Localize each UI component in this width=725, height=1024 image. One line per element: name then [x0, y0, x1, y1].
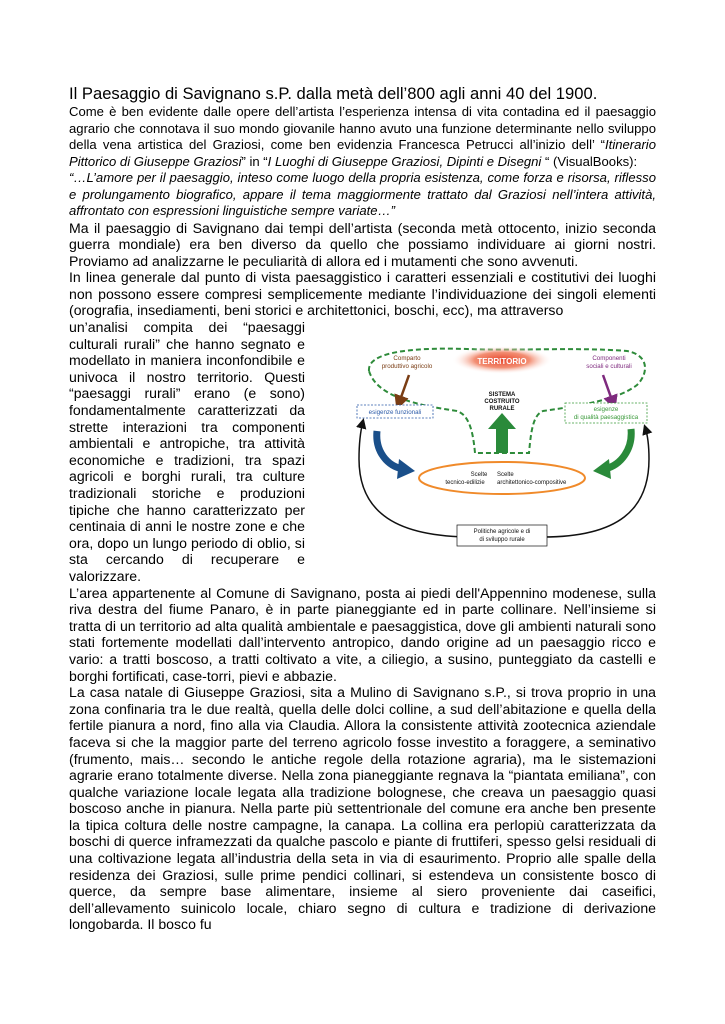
paragraph-savignano-landscape: Ma il paesaggio di Savignano dai tempi dell’artista (seconda metà ottocento, inizio seconda guerra mondiale) era ben diverso da quello che possiamo individuare ai giorni nostri. Proviamo ad analizzarne le peculiarità di allora ed i mutamenti che sono avvenuti.: [69, 219, 656, 269]
center-label-line3: RURALE: [489, 406, 515, 413]
paragraph-savignano-area: L’area appartenente al Comune di Savignano, posta ai piedi dell'Appennino modenese, sulla riva destra del fiume Panaro, è in parte pianeggiante ed in parte collinare. Nell’insieme si tratta di un territorio ad alta qualità ambientale e paesaggistica, dove gli ambienti naturali sono stati fortemente modellati dall’intervento antropico, dando origine ad un paesaggio ricco e vario: a tratti boscoso, a tratti coltivato a vite, a ciliegio, a susino, punteggiato da castelli e borghi fortificati, case-torri, pievi e abbazie.: [69, 584, 656, 684]
ellipse-right-line2: architettonico-compositive: [497, 480, 567, 487]
left-component-line1: Comparto: [393, 355, 421, 363]
rural-system-diagram: [347, 341, 657, 571]
left-box-label: esigenze funzionali: [368, 409, 422, 417]
right-component-line1: Componenti: [592, 355, 626, 363]
book-title-itinerario: Itinerario Pittorico di Giuseppe Graziosi: [69, 137, 656, 169]
right-box-line2: di qualità paesaggistica: [573, 414, 639, 422]
center-label-line2: COSTRUITO: [484, 399, 520, 406]
document-page: [69, 84, 656, 933]
right-component-line2: sociali e culturali: [586, 363, 632, 371]
left-component-arrow: [399, 375, 409, 403]
ellipse-left-line2: tecnico-edilizie: [445, 480, 485, 487]
paragraph-general-view: In linea generale dal punto di vista paesaggistico i caratteri essenziali e costitutivi dei luoghi non possono essere compresi semplicemente mediante l’individuazione dei singoli elementi (orografia, insediamenti, beni storici e architettonici, boschi, ecc), ma attraverso: [69, 269, 656, 319]
intro-connector: ” in “: [241, 153, 268, 169]
paragraph-graziosi-house: La casa natale di Giuseppe Graziosi, sita a Mulino di Savignano s.P., si trova proprio in una zona confinaria tra le due realtà, quella delle dolci colline, a sud dell’abitazione e quella della fertile pianura a nord, fino alla via Claudia. Allora la consistente attività zootecnica aziendale faceva si che la maggior parte del terreno agricolo fosse investito a foraggere, a seminativo (frumento, mais… secondo le antiche regole della rotazione agraria), ma le sistemazioni agrarie erano totalmente diverse. Nella zona pianeggiante regnava la “piantata emiliana”, con qualche variazione locale legata alla tradizione bolognese, che creava un paesaggio quasi boscoso anche in pianura. Nella parte più settentrionale del comune era anche ben presente la tipica coltura delle nostre campagne, la canapa. La collina era perlopiù caratterizzata da boschi di querce inframezzati da qualche pascolo e piante di fruttiferi, spesso gelsi residuali di una coltivazione legata all’industria della seta in via di esaurimento. Proprio alle spalle della residenza dei Graziosi, sulle prime pendici collinari, si estendeva un consistente bosco di querce, da sempre base alimentare, insieme al siero proveniente dai caseifici, dell’allevamento suinicolo locale, chiaro segno di cultura e tradizione di derivazione longobarda. Il bosco fu: [69, 684, 656, 933]
center-label-line1: SISTEMA: [488, 392, 516, 399]
book-title-luoghi: I Luoghi di Giuseppe Graziosi, Dipinti e Disegni: [267, 153, 542, 169]
bottom-box-line2: di sviluppo rurale: [479, 537, 525, 544]
document-title: Il Paesaggio di Savignano s.P. dalla metà dell’800 agli anni 40 del 1900.: [69, 84, 598, 103]
left-component-line2: produttivo agricolo: [381, 363, 433, 371]
ellipse-right-line1: Scelte: [497, 472, 514, 479]
choices-ellipse: [419, 462, 585, 494]
intro-text: Come è ben evidente dalle opere dell’artista l’esperienza intensa di vita contadina ed il paesaggio agrario che connotava il suo mondo giovanile hanno avuto una funzione determinante nello sviluppo della vena artistica del Graziosi, come ben evidenzia Francesca Petrucci all’inizio dell’ “: [69, 104, 656, 152]
petrucci-quote: “…L’amore per il paesaggio, inteso come luogo della propria esistenza, come forza e risorsa, riflesso e prolungamento biografico, appare il tema maggiormente trattato dal Graziosi nell’intera attività, affrontato con espressioni linguistiche sempre variate…”: [69, 170, 656, 218]
right-green-arrowhead: [593, 459, 611, 479]
territorio-label: TERRITORIO: [477, 357, 527, 367]
paragraph-rural-landscapes: un’analisi compita dei “paesaggi culturali rurali” che hanno segnato e modellato in maniera inconfondibile e univoca il nostro territorio. Questi “paesaggi rurali” erano (e sono) fondamentalmente caratterizzati da strette interazioni tra componenti ambientali e antropiche, tra attività economiche e tradizioni, tra spazi agricoli e borghi rurali, tra culture tradizionali storiche e produzioni tipiche che hanno caratterizzato per centinaia di anni le nostre zone e che ora, dopo un lungo periodo di oblio, si sta cercando di recuperare e valorizzare.: [69, 319, 305, 584]
right-box-line1: esigenze: [593, 406, 619, 414]
center-up-arrow: [488, 413, 516, 453]
bottom-box-line1: Politiche agricole e di: [473, 529, 531, 536]
diagram-section: [69, 319, 656, 585]
intro-publisher: “ (VisualBooks):: [541, 153, 638, 169]
ellipse-left-line1: Scelte: [470, 472, 488, 479]
intro-paragraph: [69, 104, 656, 170]
left-blue-arrowhead: [397, 459, 415, 479]
